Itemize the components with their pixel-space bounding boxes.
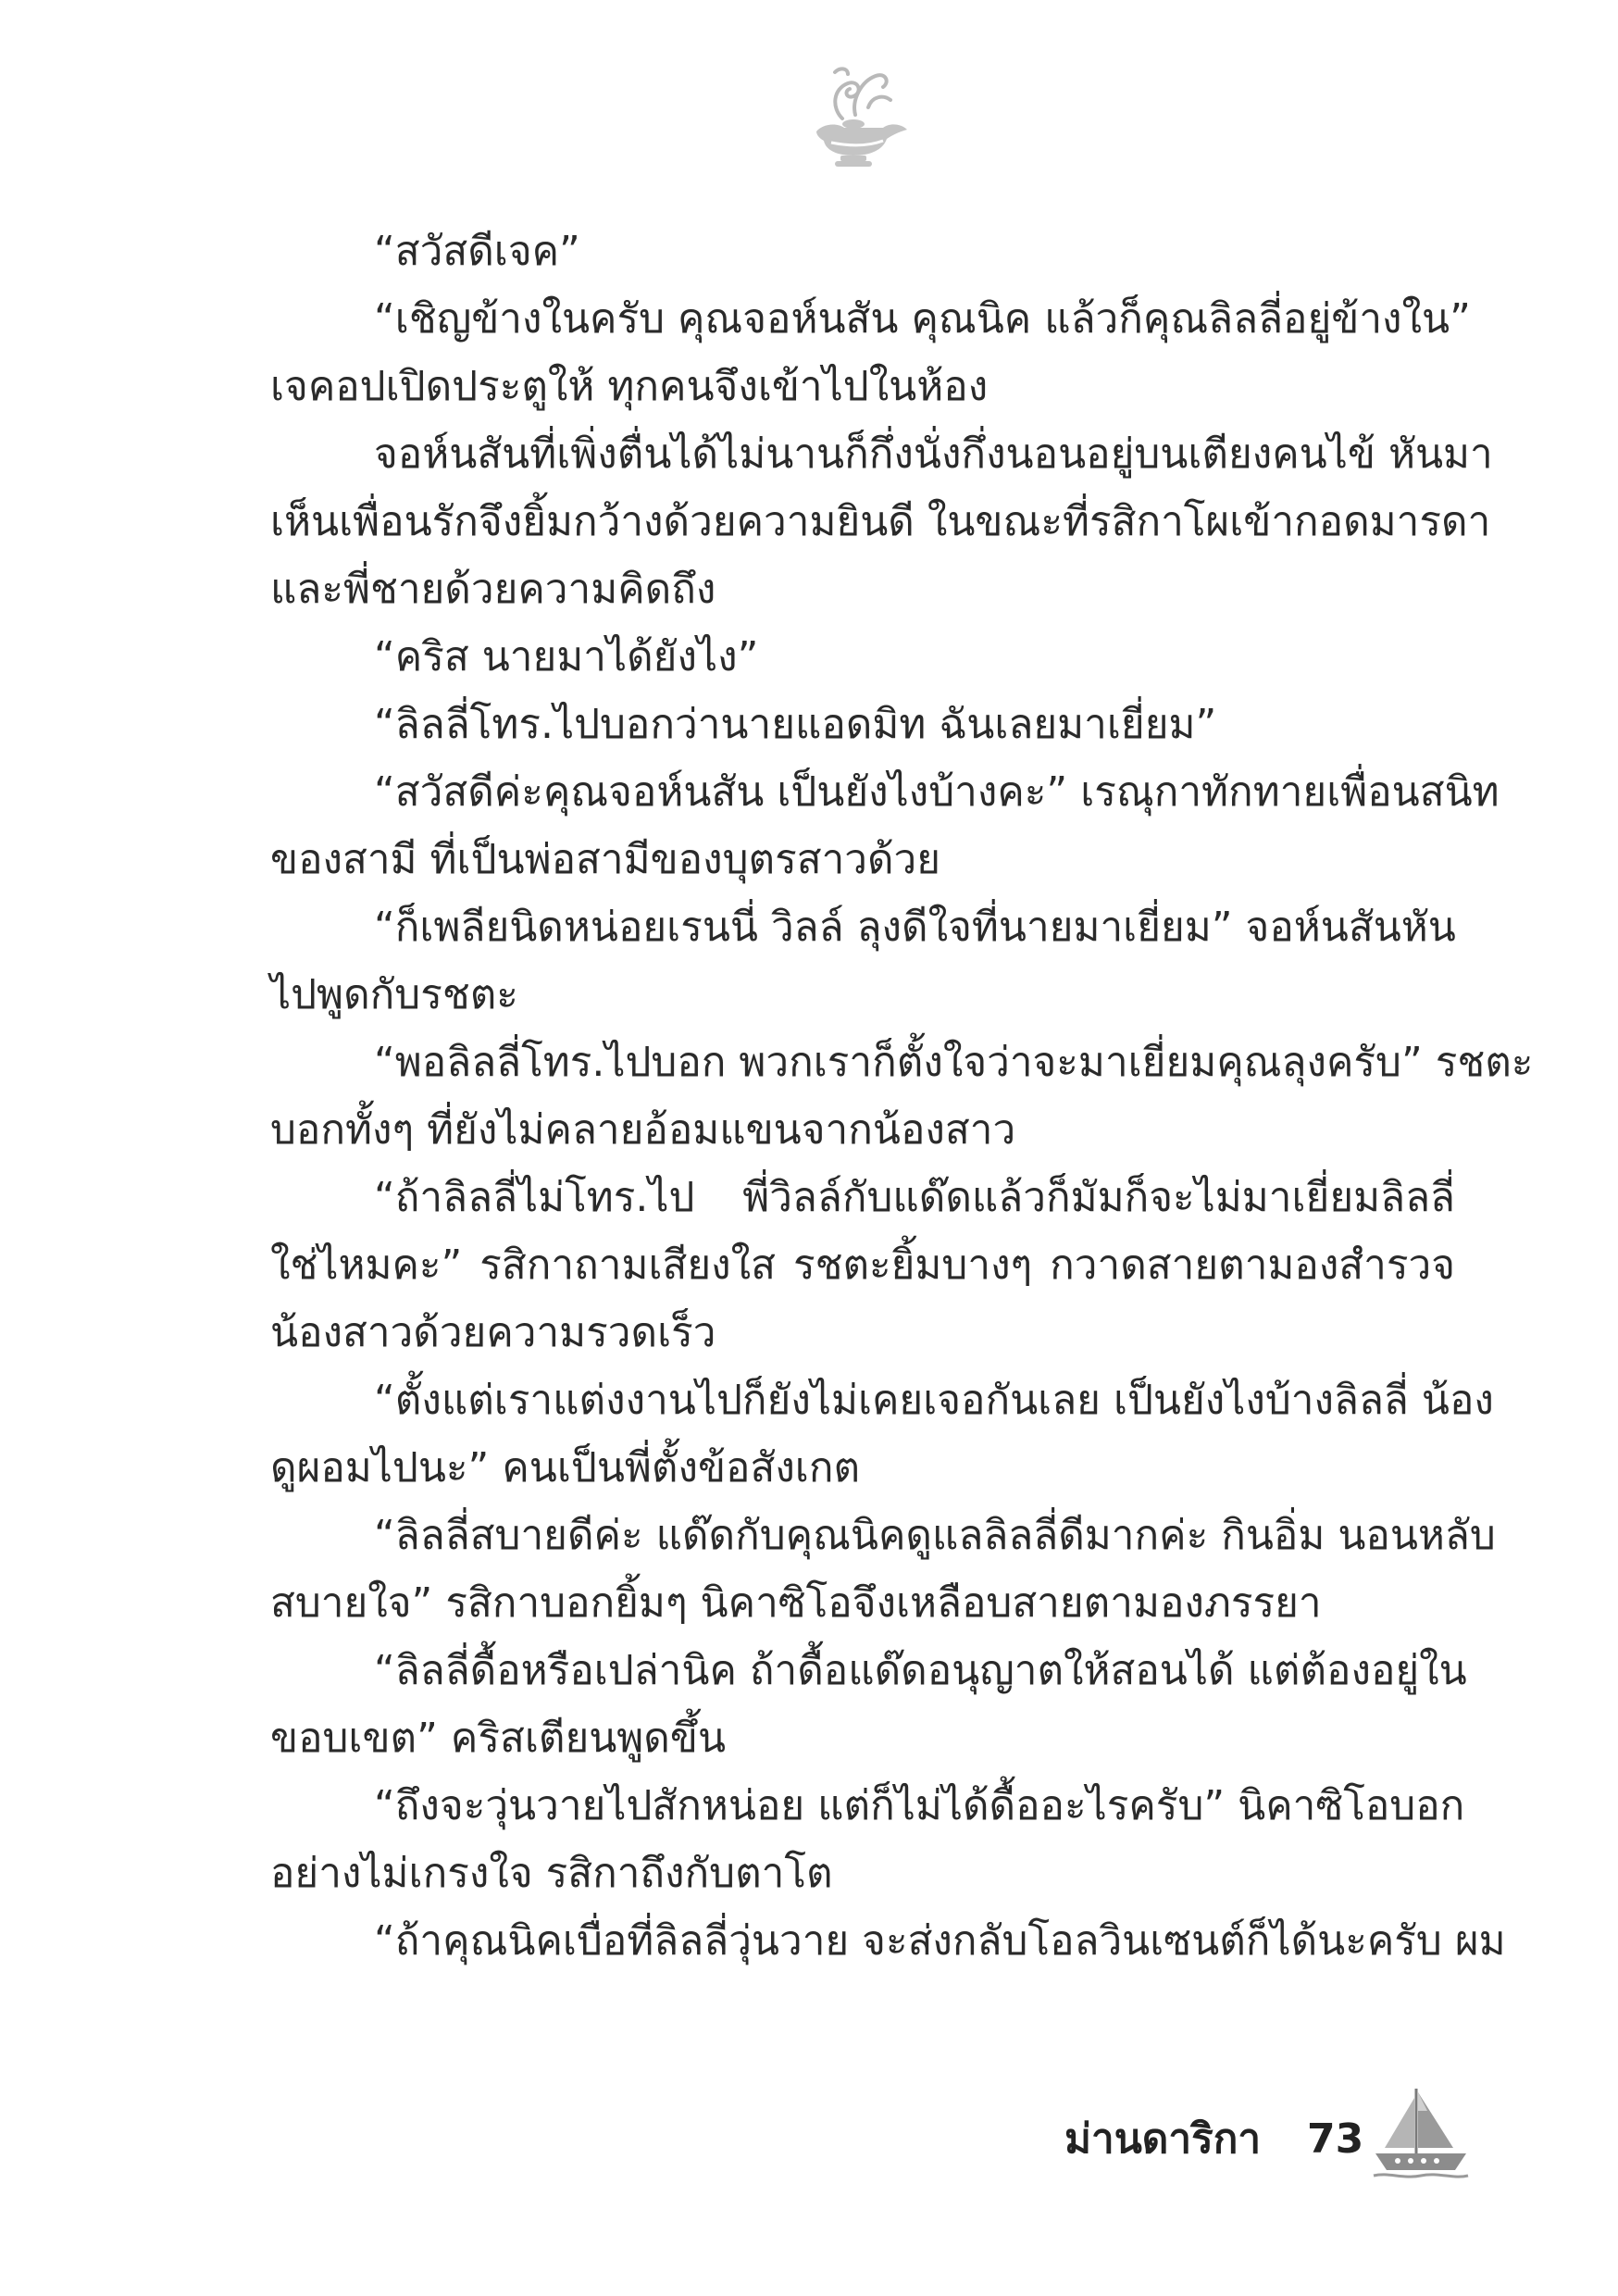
text-line: “คริส นายมาได้ยังไง” (374, 633, 759, 680)
text-line: สบายใจ” รสิกาบอกยิ้มๆ นิคาซิโอจึงเหลือบสายตามองภรรยา (270, 1579, 1322, 1627)
page-footer (1064, 2083, 1472, 2185)
sailboat-icon (1370, 2083, 1472, 2185)
text-line: จอห์นสันที่เพิ่งตื่นได้ไม่นานก็กึ่งนั่งกึ่งนอนอยู่บนเตียงคนไข้ หันมา (374, 430, 1493, 478)
text-line: “ตั้งแต่เราแต่งงานไปก็ยังไม่เคยเจอกันเลย เป็นยังไงบ้างลิลลี่ น้อง (374, 1377, 1494, 1424)
text-line: “ถ้าคุณนิคเบื่อที่ลิลลี่วุ่นวาย จะส่งกลับโอลวินเซนต์ก็ได้นะครับ ผม (374, 1917, 1506, 1965)
book-title: ม่านดาริกา (1064, 2115, 1262, 2163)
text-line: “สวัสดีเจค” (374, 228, 580, 275)
genie-lamp-icon (794, 54, 915, 174)
text-line: ขอบเขต” คริสเตียนพูดขึ้น (270, 1715, 727, 1762)
text-line: ของสามี ที่เป็นพ่อสามีของบุตรสาวด้วย (270, 836, 941, 883)
text-line: ดูผอมไปนะ” คนเป็นพี่ตั้งข้อสังเกต (270, 1444, 861, 1491)
page-number: 73 (1307, 2115, 1364, 2163)
text-line: “เชิญข้างในครับ คุณจอห์นสัน คุณนิค แล้วก็คุณลิลลี่อยู่ข้างใน” (374, 295, 1471, 343)
body-text (270, 218, 1534, 1975)
text-line: บอกทั้งๆ ที่ยังไม่คลายอ้อมแขนจากน้องสาว (270, 1106, 1016, 1154)
text-line: และพี่ชายด้วยความคิดถึง (270, 566, 716, 613)
text-line: “ถ้าลิลลี่ไม่โทร.ไป พี่วิลล์กับแด๊ดแล้วก็มัมก็จะไม่มาเยี่ยมลิลลี่ (374, 1174, 1455, 1221)
text-line: อย่างไม่เกรงใจ รสิกาถึงกับตาโต (270, 1850, 833, 1897)
text-line: เจคอปเปิดประตูให้ ทุกคนจึงเข้าไปในห้อง (270, 363, 989, 410)
text-line: “ลิลลี่โทร.ไปบอกว่านายแอดมิท ฉันเลยมาเยี่ยม” (374, 701, 1217, 748)
text-line: ไปพูดกับรชตะ (270, 971, 518, 1018)
text-line: “พอลิลลี่โทร.ไปบอก พวกเราก็ตั้งใจว่าจะมาเยี่ยมคุณลุงครับ” รชตะ (374, 1039, 1534, 1086)
text-line: “สวัสดีค่ะคุณจอห์นสัน เป็นยังไงบ้างคะ” เรณุกาทักทายเพื่อนสนิท (374, 768, 1500, 816)
text-line: “ลิลลี่ดื้อหรือเปล่านิค ถ้าดื้อแด๊ดอนุญาตให้สอนได้ แต่ต้องอยู่ใน (374, 1647, 1467, 1694)
text-line: “ก็เพลียนิดหน่อยเรนนี่ วิลล์ ลุงดีใจที่นายมาเยี่ยม” จอห์นสันหัน (374, 904, 1456, 951)
text-line: ใช่ไหมคะ” รสิกาถามเสียงใส รชตะยิ้มบางๆ กวาดสายตามองสำรวจ (270, 1242, 1455, 1289)
text-line: “ถึงจะวุ่นวายไปสักหน่อย แต่ก็ไม่ได้ดื้ออะไรครับ” นิคาซิโอบอก (374, 1782, 1465, 1829)
text-line: “ลิลลี่สบายดีค่ะ แด๊ดกับคุณนิคดูแลลิลลี่ดีมากค่ะ กินอิ่ม นอนหลับ (374, 1512, 1496, 1559)
text-line: เห็นเพื่อนรักจึงยิ้มกว้างด้วยความยินดี ในขณะที่รสิกาโผเข้ากอดมารดา (270, 498, 1491, 545)
text-line: น้องสาวด้วยความรวดเร็ว (270, 1309, 716, 1356)
